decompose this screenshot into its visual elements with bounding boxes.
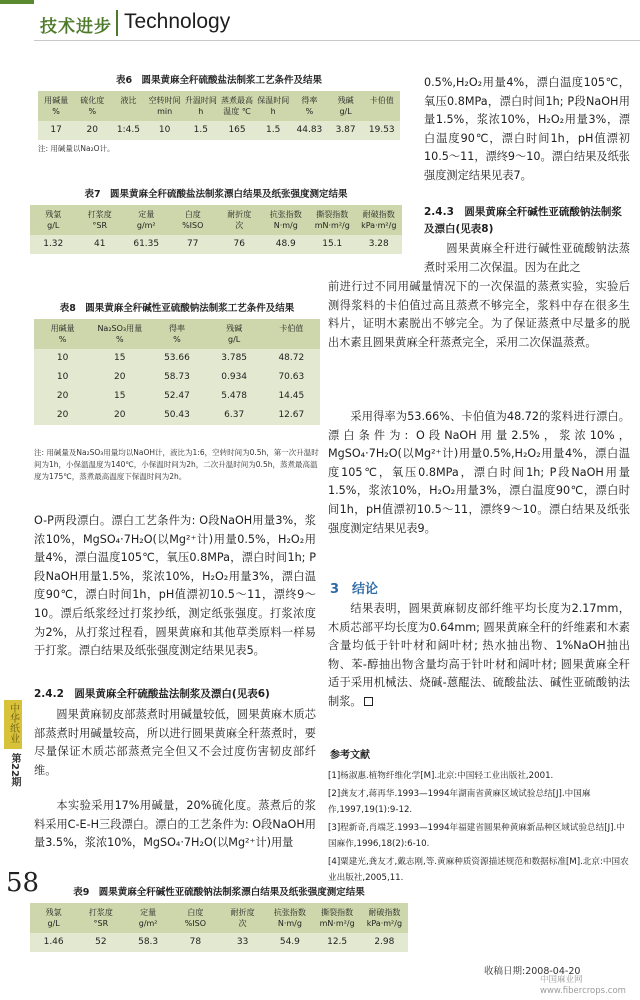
column-header: 蒸煮最高 温度 ℃: [221, 96, 254, 116]
paragraph: 结果表明，圆果黄麻韧皮部纤维平均长度为2.17mm，木质芯部平均长度为0.64mm; 圆果黄麻全秆的纤维素和木素含量均低于针叶材和阔叶材; 热水抽出物、1%NaOH抽出物、苯-醇抽出物含量均高于针叶材和阔叶材; 圆果黄麻全秆适于采用机械法、烧碱-蒽醌法、硫酸盐法、碱性亚硫酸钠法制浆。: [328, 602, 630, 708]
table-cell: 2.98: [374, 937, 395, 947]
table-body: [38, 91, 400, 140]
table-cell: 20: [114, 410, 126, 420]
watermark: 中国麻业网 www.fibercrops.com: [540, 975, 626, 996]
table-title: 表6 圆果黄麻全秆硫酸盐法制浆工艺条件及结果: [115, 75, 323, 86]
references-list: [328, 768, 630, 888]
page-header: [0, 0, 640, 42]
column-header: 残碱 g/L: [226, 324, 243, 344]
column-header: 抗张指数 N·m/g: [273, 908, 306, 928]
table-cell: 19.53: [368, 125, 395, 135]
table-row: [30, 235, 402, 254]
section-title-en: Technology: [124, 10, 231, 33]
page-number: 58: [6, 868, 40, 898]
table-cell: 58.3: [138, 937, 159, 947]
table-body: [34, 319, 320, 425]
table-cell: 70.63: [278, 372, 305, 382]
section-title-cn: 技术进步: [40, 17, 112, 37]
paragraph: O-P两段漂白。漂白工艺条件为: O段NaOH用量3%，浆浓10%，MgSO₄·7H₂O(以Mg²⁺计)用量0.5%，H₂O₂用量4%，漂白温度105℃，氧压0.8MPa，漂白时间1h; P段NaOH用量1.5%，浆浓10%，H₂O₂用量3%，漂白温度90℃，漂白时间1h，pH值漂初10.5～11，漂终9～10。漂后纸浆经过打浆抄纸，测定纸张强度。打浆浓度为2%，从打浆过程看，圆果黄麻和其他草类原料一样易于打浆。漂白结果及纸张强度测定结果见表5。: [34, 514, 316, 658]
table-cell: 33: [236, 937, 249, 947]
paragraph: 前进行过不同用碱量情况下的一次保温的蒸煮实验，实验后测得浆料的卡伯值过高且蒸煮不够完全，浆料中存在很多生料片，证明木素脱出不够完全。为了保证蒸煮中尽量多的脱出木素且圆果黄麻全秆蒸煮完全，采用二次保温蒸煮。: [328, 280, 630, 349]
table-cell: 15: [114, 391, 126, 401]
column-header: 耐折度 次: [227, 210, 252, 230]
header-divider: [116, 10, 118, 36]
column-header: 得率 %: [168, 324, 185, 344]
column-header: 耐破指数 kPa·m²/g: [361, 210, 397, 230]
subsection-heading-2-4-2: 2.4.2 圆果黄麻全秆硫酸盐法制浆及漂白(见表6): [34, 688, 270, 700]
table-8-note: 注: 用碱量及Na₂SO₃用量均以NaOH计，液比为1:6，空转时间为0.5h，第一次升温时间为1h，小保温温度为140℃，小保温时间为2h，二次升温时间为0.5h，蒸煮最高温度为175℃，蒸煮最高温度下保温时间为2h。: [34, 448, 319, 481]
table-cell: 41: [94, 239, 106, 249]
table-body: [30, 903, 408, 952]
column-header: 硫化度 %: [80, 96, 105, 116]
table-cell: 1.32: [43, 239, 64, 249]
table-cell: 44.83: [296, 125, 323, 135]
column-header: 抗张指数 N·m/g: [269, 210, 302, 230]
reference-item: [3]程新奇,肖端芝.1993—1994年福建省圆果种黄麻新品种区域试验总结[J].中国麻作,1996,18(2):6-10.: [328, 823, 625, 849]
table-row: [34, 368, 320, 387]
table-cell: 6.37: [224, 410, 245, 420]
paragraph: 采用得率为53.66%、卡伯值为48.72的浆料进行漂白。漂白条件为: O段NaOH用量2.5%，浆浓10%，MgSO₄·7H₂O(以Mg²⁺计)用量0.5%,H₂O₂用量4%，漂白温度105℃，氧压0.8MPa，漂白时间1h; P段NaOH用量1.5%，浆浓10%，H₂O₂用量3%，漂白温度90℃，漂白时间1h，pH值漂初10.5～11，漂终9～10。漂白结果及纸张强度测定结果见表9。: [328, 410, 630, 535]
table-cell: 20: [56, 410, 69, 420]
column-header: 残碱 g/L: [337, 96, 354, 116]
column-header: 残氯 g/L: [45, 908, 62, 928]
table-cell: 0.934: [221, 372, 248, 382]
table-cell: 77: [187, 239, 199, 249]
table-8: [34, 300, 320, 425]
table-header-row: [30, 903, 408, 933]
column-header: 空转时间 min: [148, 96, 181, 116]
table-cell: 14.45: [278, 391, 305, 401]
table-cell: 165: [228, 125, 246, 135]
table-cell: 48.72: [278, 353, 305, 363]
column-header: 白度 %ISO: [184, 908, 207, 928]
table-cell: 10: [56, 353, 69, 363]
column-header: 用碱量 %: [44, 96, 69, 116]
table-6: [38, 72, 400, 155]
column-header: 卡伯值: [279, 324, 304, 333]
table-cell: 1:4.5: [116, 125, 140, 135]
table-cell: 78: [189, 937, 202, 947]
column-header: 撕裂指数 mN·m²/g: [314, 210, 350, 230]
table-row: [34, 349, 320, 368]
table-row: [34, 406, 320, 425]
end-mark: [364, 697, 373, 706]
table-cell: 1.46: [43, 937, 64, 947]
table-row: [38, 121, 400, 140]
table-cell: 10: [56, 372, 69, 382]
table-row: [34, 387, 320, 406]
column-header: 白度 %ISO: [182, 210, 204, 230]
column-header: 撕裂指数 mN·m²/g: [319, 908, 355, 928]
table-cell: 58.73: [164, 372, 190, 382]
table-title: 表8 圆果黄麻全秆碱性亚硫酸钠法制浆工艺条件及结果: [59, 303, 295, 314]
column-header: 保温时间 h: [257, 96, 290, 116]
table-cell: 1.5: [193, 125, 208, 135]
section-heading-conclusion: 3 结论: [330, 582, 379, 597]
table-cell: 20: [86, 125, 98, 135]
table-cell: 20: [114, 372, 126, 382]
side-strip: [4, 700, 24, 850]
table-header-row: [34, 319, 320, 349]
column-header: Na₂SO₃用量 %: [97, 324, 143, 344]
table-7: [30, 186, 402, 254]
table-cell: 52: [95, 937, 107, 947]
received-date: 收稿日期:2008-04-20: [484, 966, 581, 977]
table-header-row: [30, 205, 402, 235]
column-header: 耐折度 次: [230, 908, 255, 928]
table-title: 表7 圆果黄麻全秆硫酸盐法制浆漂白结果及纸张强度测定结果: [84, 189, 348, 200]
table-row: [30, 933, 408, 952]
table-cell: 61.35: [133, 239, 160, 249]
table-header-row: [38, 91, 400, 121]
column-header: 液比: [120, 96, 137, 105]
column-header: 定量 g/m²: [136, 210, 156, 230]
paragraph: 圆果黄麻全秆进行碱性亚硫酸钠法蒸煮时采用二次保温。因为在此之: [424, 242, 630, 274]
table-cell: 5.478: [221, 391, 248, 401]
column-header: 升温时间 h: [184, 96, 217, 116]
table-9: [30, 884, 408, 952]
table-cell: 15.1: [322, 239, 343, 249]
reference-item: [2]龚友才,蒋再华.1993—1994年湖南省黄麻区域试验总结[J].中国麻作,1997,19(1):9-12.: [328, 789, 591, 815]
column-header: 耐破指数 kPa·m²/g: [366, 908, 403, 928]
column-header: 定量 g/m²: [138, 908, 158, 928]
paragraph: 本实验采用17%用碱量，20%硫化度。蒸煮后的浆料采用C-E-H三段漂白。漂白的工艺条件为: O段NaOH用量3.5%，浆浓10%，MgSO₄·7H₂O(以Mg²⁺计)用量: [34, 799, 316, 850]
column-header: 用碱量 %: [50, 324, 75, 344]
column-header: 打浆度 °SR: [88, 908, 113, 928]
table-cell: 50.43: [164, 410, 190, 420]
table-cell: 3.28: [368, 239, 389, 249]
table-cell: 12.67: [278, 410, 305, 420]
table-cell: 12.5: [327, 937, 348, 947]
table-cell: 17: [50, 125, 62, 135]
table-cell: 54.9: [279, 937, 300, 947]
table-cell: 10: [158, 125, 171, 135]
table-title: 表9 圆果黄麻全秆碱性亚硫酸钠法制浆漂白结果及纸张强度测定结果: [73, 887, 365, 898]
paragraph: 圆果黄麻韧皮部蒸煮时用碱量较低，圆果黄麻木质芯部蒸煮时用碱量较高，所以进行圆果黄麻全秆蒸煮时，要尽量保证木质芯部蒸煮完全但又不会过度伤害韧皮部纤维。: [34, 708, 316, 777]
table-cell: 20: [56, 391, 69, 401]
issue-label: 第22期: [9, 753, 20, 787]
header-rule: [34, 40, 640, 41]
subsection-heading-2-4-3: 2.4.3 圆果黄麻全秆碱性亚硫酸钠法制浆及漂白(见表8): [424, 206, 622, 235]
table-cell: 3.87: [335, 125, 356, 135]
table-body: [30, 205, 402, 254]
table-note: 注: 用碱量以Na₂O计。: [38, 144, 115, 153]
column-header: 卡伯值: [369, 96, 394, 105]
table-cell: 1.5: [266, 125, 281, 135]
table-cell: 3.785: [221, 353, 248, 363]
paragraph: 0.5%,H₂O₂用量4%，漂白温度105℃，氧压0.8MPa，漂白时间1h; P段NaOH用量1.5%，浆浓10%，H₂O₂用量3%，漂白温度90℃，漂白时间1h，pH值漂初10.5～11，漂终9～10。漂白结果及纸张强度测定结果见表7。: [424, 76, 630, 182]
header-accent: [0, 0, 34, 4]
column-header: 得率 %: [301, 96, 318, 116]
table-cell: 52.47: [164, 391, 190, 401]
table-cell: 53.66: [164, 353, 190, 363]
column-header: 打浆度 °SR: [87, 210, 112, 230]
table-cell: 15: [114, 353, 126, 363]
table-cell: 76: [233, 239, 245, 249]
references-title: 参考文献: [330, 750, 370, 761]
table-cell: 48.9: [275, 239, 296, 249]
column-header: 残氯 g/L: [45, 210, 62, 230]
journal-tag: 中华纸业: [4, 700, 22, 749]
reference-item: [1]杨淑惠.植物纤维化学[M].北京:中国轻工业出版社,2001.: [328, 771, 554, 781]
reference-item: [4]粟建光,龚友才,戴志刚,等.黄麻种质资源描述规范和数据标准[M].北京:中国农业出版社,2005,11.: [328, 857, 629, 883]
